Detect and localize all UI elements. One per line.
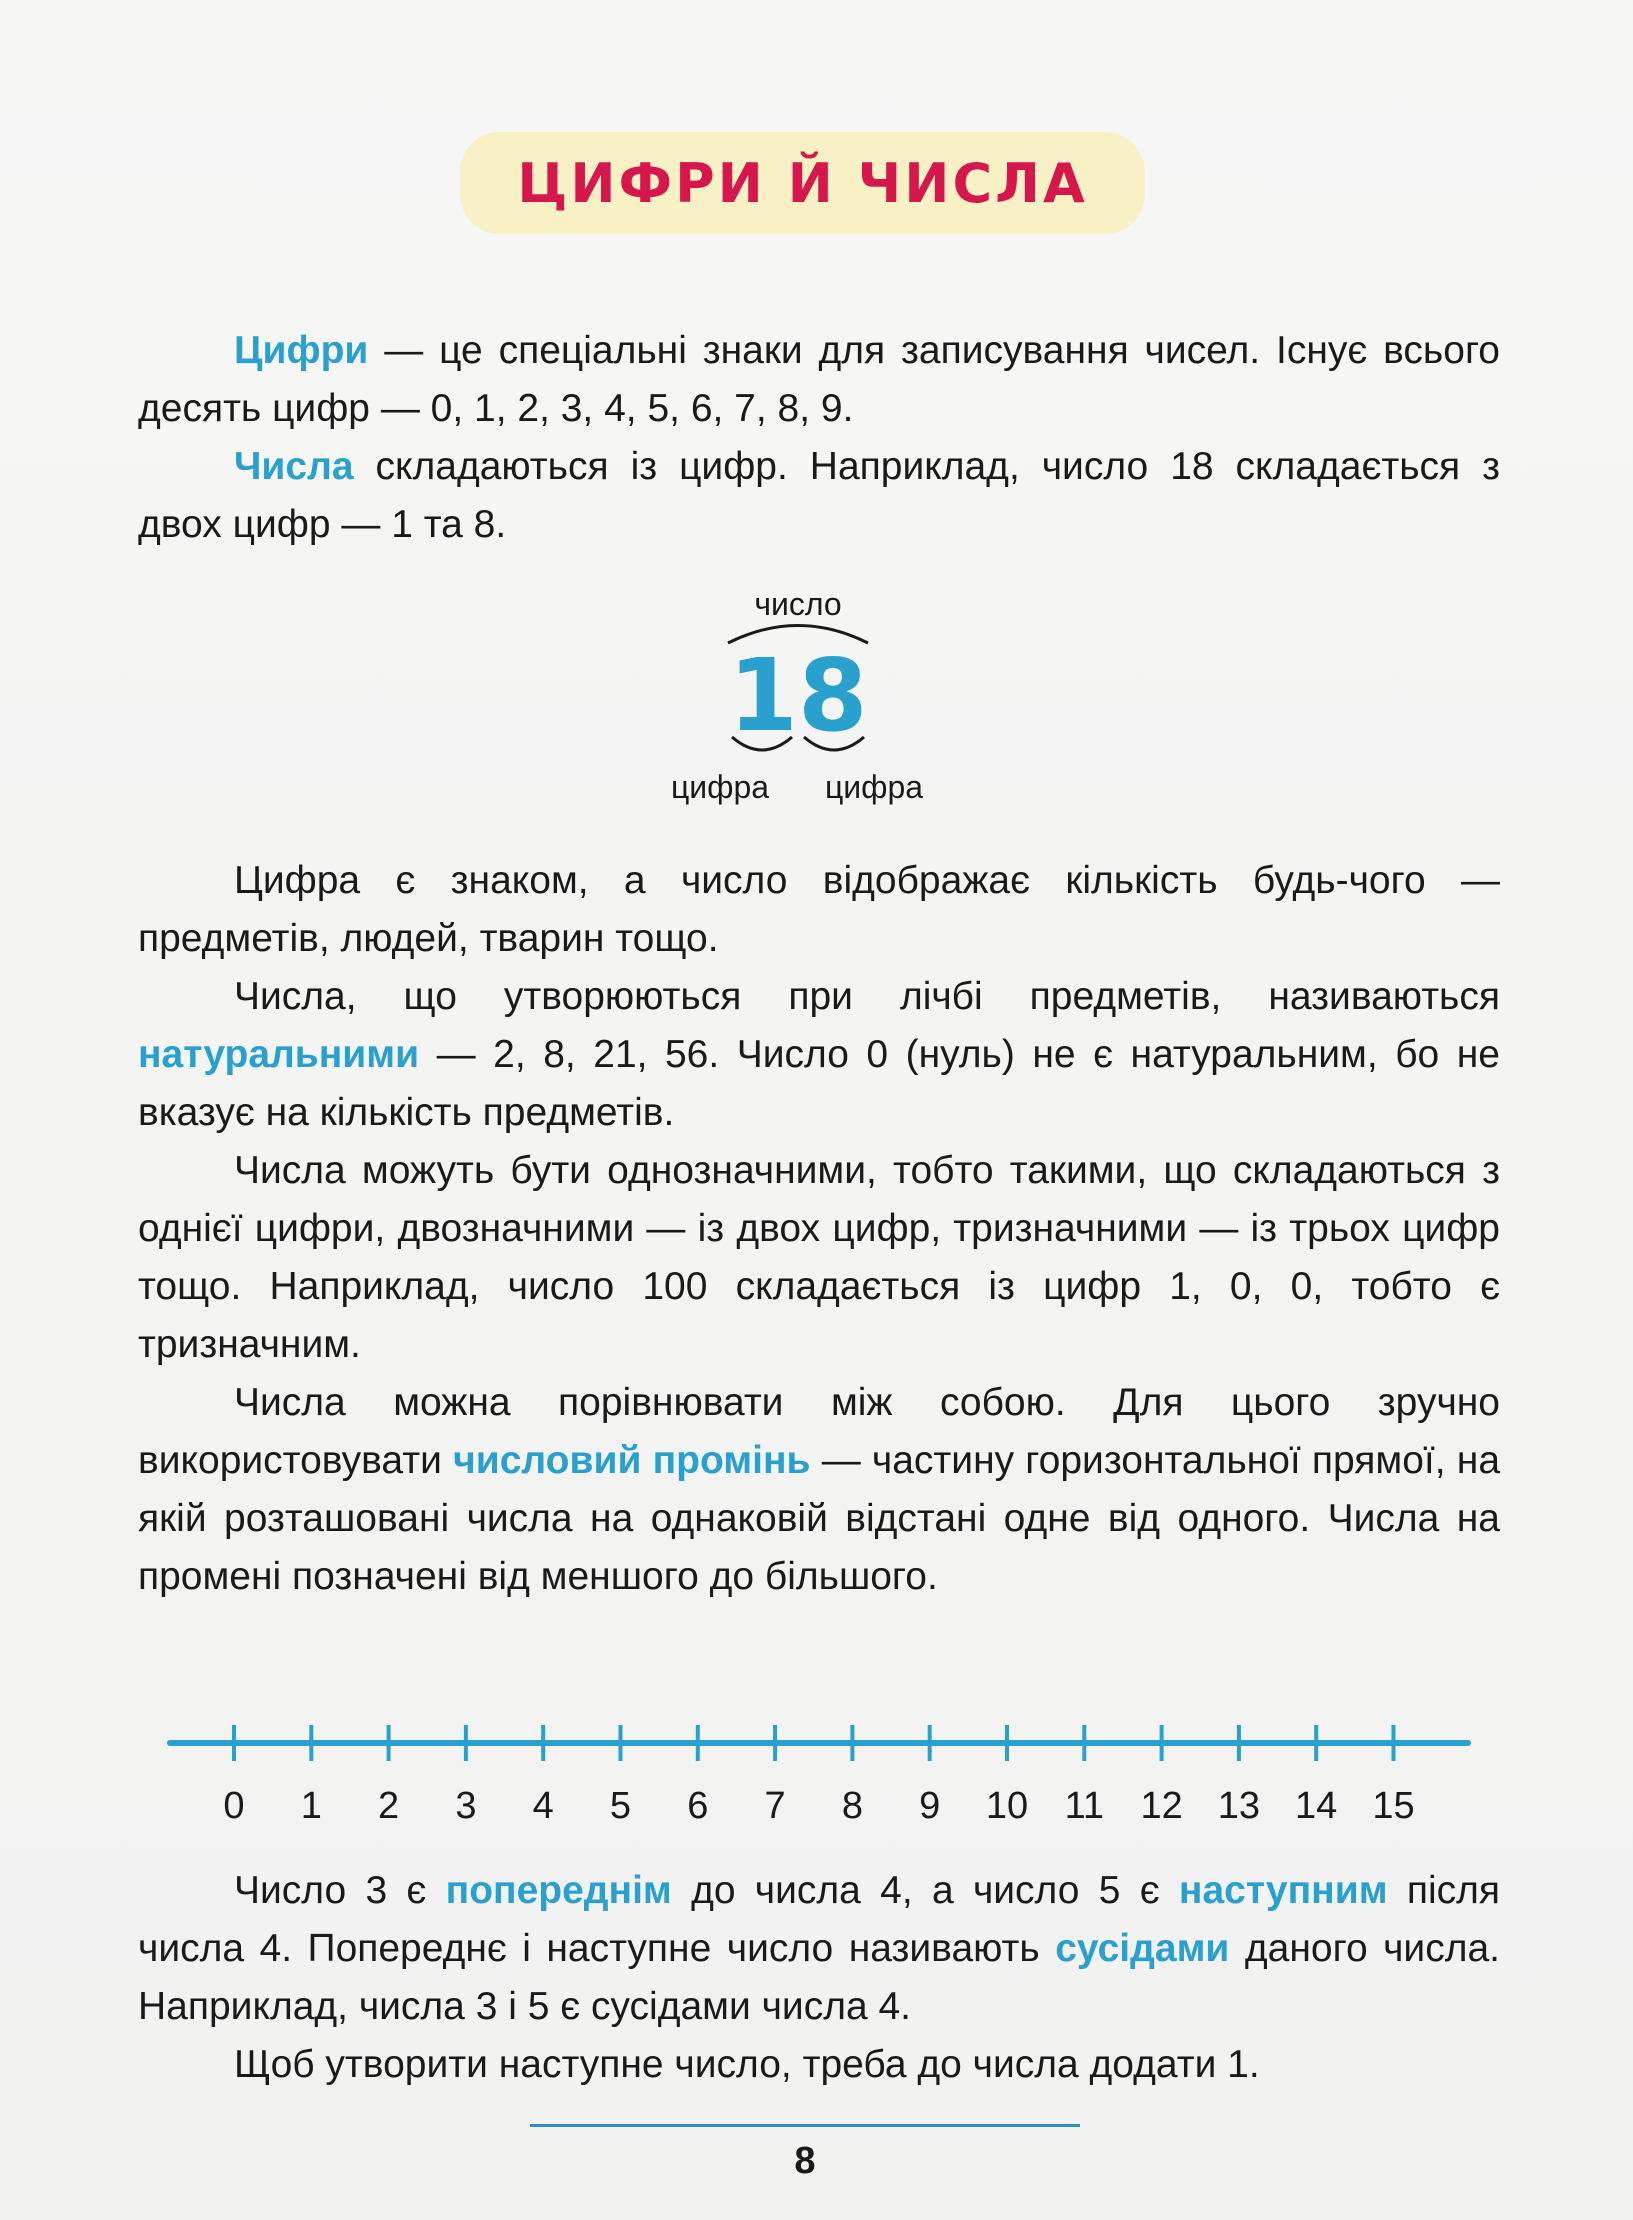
paragraph-numbers [138, 438, 1500, 554]
number-line-label: 8 [841, 1785, 863, 1827]
term-numbers: Числа [234, 445, 354, 488]
paragraph-digit-vs-number: Цифра є знаком, а число відображає кількість будь-чого — предметів, людей, тварин тощо. [138, 859, 1500, 960]
diagram-digit-label-left: цифра [670, 769, 770, 805]
paragraph-numbers-text: складаються із цифр. Наприклад, число 18 складається з двох цифр — 1 та 8. [138, 445, 1500, 546]
number-line-label: 7 [764, 1785, 786, 1827]
diagram-number-label: число [754, 586, 842, 622]
diagram-number: 18 [728, 637, 868, 754]
title-banner [460, 132, 1145, 234]
number-line-label: 15 [1372, 1785, 1415, 1827]
term-number-ray: числовий промінь [453, 1439, 811, 1482]
number-line-label: 13 [1217, 1785, 1261, 1827]
number-line-label: 11 [1064, 1785, 1105, 1827]
page-number: 8 [794, 2140, 816, 2182]
paragraph-natural: Числа, що утворюються при лічбі предметів, називаються натуральними — 2, 8, 21, 56. Число 0 (нуль) не є натуральним, бо не вказує на кількість предметів. [138, 975, 1500, 1134]
term-digits: Цифри [234, 329, 369, 372]
paragraph-next-rule: Щоб утворити наступне число, треба до числа додати 1. [234, 2043, 1260, 2086]
footer-divider [530, 2124, 1080, 2127]
number-line-label: 4 [532, 1785, 554, 1827]
number-line-label: 12 [1140, 1785, 1183, 1827]
number-line-label: 3 [455, 1785, 477, 1827]
intro-section [138, 322, 1500, 554]
number-line-label: 6 [687, 1785, 709, 1827]
number-line-label: 0 [223, 1785, 245, 1827]
paragraph-number-ray: Числа можна порівнювати між собою. Для цього зручно використовувати числовий промінь — частину горизонтальної прямої, на якій розташовані числа на однаковій відстані одне від одного. Числа на промені позначені від меншого до більшого. [138, 1381, 1501, 1598]
main-section [138, 852, 1500, 1606]
neighbors-section [138, 1862, 1500, 2094]
number-line-label: 2 [378, 1785, 400, 1827]
number-line [160, 1705, 1480, 1835]
term-natural: натуральними [138, 1033, 420, 1076]
diagram-digit-label-right: цифра [824, 769, 924, 805]
paragraph-digits-text: — це спеціальні знаки для записування чисел. Існує всього десять цифр — 0, 1, 2, 3, 4, 5, 6, 7, 8, 9. [138, 329, 1500, 430]
paragraph-digits [138, 322, 1500, 438]
number-18-diagram [640, 580, 960, 820]
number-line-label: 1 [300, 1785, 322, 1827]
paragraph-digit-count: Числа можуть бути однозначними, тобто такими, що складаються з однієї цифри, двозначними — із двох цифр, тризначними — із трьох цифр тощо. Наприклад, число 100 складається із цифр 1, 0, 0, тобто є тризначним. [138, 1149, 1500, 1366]
term-next: наступним [1178, 1869, 1388, 1912]
term-neighbors: сусідами [1055, 1927, 1230, 1970]
number-line-label: 14 [1295, 1785, 1338, 1827]
number-line-labels [223, 1785, 1414, 1827]
number-line-label: 5 [609, 1785, 632, 1827]
number-line-label: 9 [919, 1785, 941, 1827]
page-title: ЦИФРИ Й ЧИСЛА [517, 151, 1088, 215]
number-line-label: 10 [985, 1785, 1029, 1827]
paragraph-neighbors: Число 3 є попереднім до числа 4, а число 5 є наступним після числа 4. Попереднє і наступне число називають сусідами даного числа. Наприклад, числа 3 і 5 є сусідами числа 4. [138, 1869, 1500, 2028]
term-previous: попереднім [445, 1869, 672, 1912]
